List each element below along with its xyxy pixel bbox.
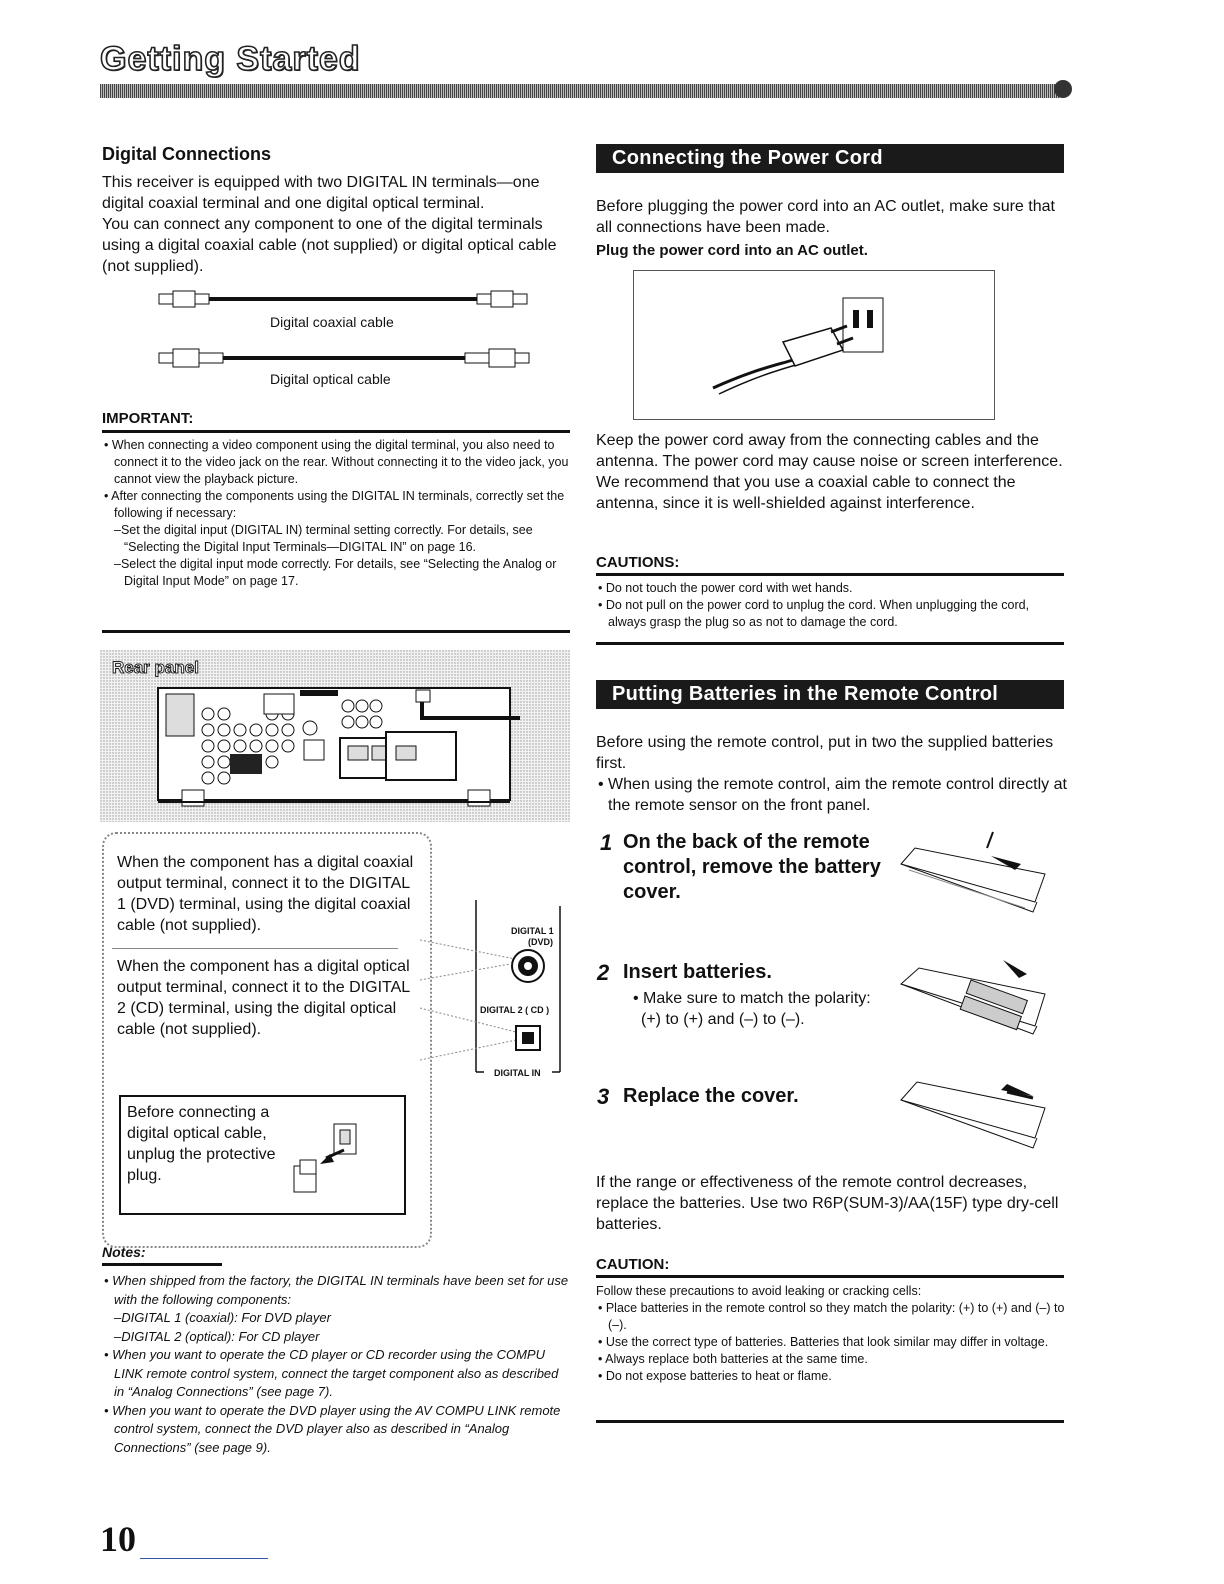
step-3-number: 3: [597, 1084, 610, 1109]
cautions-heading: CAUTIONS:: [596, 554, 680, 571]
power-cord-caution-paragraph: Keep the power cord away from the connecting cables and the antenna. The power cord may cause noise or screen interference. We recommend that you use a coaxial cable to connect the antenna, since it is well-shielded against interference.: [596, 432, 1063, 512]
battery-caution-bottom-rule: [596, 1420, 1064, 1423]
note-1: • When shipped from the factory, the DIGITAL IN terminals have been set for use with the following components:: [104, 1273, 569, 1307]
optical-cable-caption: Digital optical cable: [270, 371, 391, 387]
step-1-number: 1: [600, 830, 613, 855]
digital-intro-paragraph: This receiver is equipped with two DIGITAL IN terminals—one digital coaxial terminal and one digital optical terminal.: [102, 174, 540, 212]
callout-divider: [112, 948, 398, 949]
cautions-bottom-rule: [596, 642, 1064, 645]
batteries-section-bar: Putting Batteries in the Remote Control: [596, 680, 1064, 709]
remote-remove-cover-illustration: [895, 830, 1065, 920]
battery-caution-1: • Place batteries in the remote control so they match the polarity: (+) to (+) and (–) to (–).: [598, 1301, 1065, 1332]
power-cord-section-bar: Connecting the Power Cord: [596, 144, 1064, 173]
page-header-title: Getting Started: [100, 40, 361, 78]
power-intro-paragraph: Before plugging the power cord into an AC outlet, make sure that all connections have been made.: [596, 198, 1055, 236]
important-heading: IMPORTANT:: [102, 410, 194, 427]
important-list: [102, 437, 572, 590]
footer-rule: [140, 1558, 268, 1559]
caution-1: • Do not touch the power cord with wet hands.: [598, 581, 853, 595]
notes-heading: Notes:: [102, 1244, 146, 1260]
remote-insert-batteries-illustration: [895, 950, 1065, 1042]
coaxial-cable-caption: Digital coaxial cable: [270, 314, 394, 330]
step-1-text: On the back of the remote control, remove the battery cover.: [623, 831, 881, 903]
coaxial-callout-text: When the component has a digital coaxial output terminal, connect it to the DIGITAL 1 (DVD) terminal, using the digital coaxial cable (not supplied).: [117, 854, 414, 934]
note-1a: –DIGITAL 1 (coaxial): For DVD player: [114, 1310, 331, 1325]
optical-cable-illustration: [155, 347, 540, 369]
battery-caution-intro: Follow these precautions to avoid leaking or cracking cells:: [596, 1284, 922, 1298]
batteries-aim-bullet: • When using the remote control, aim the remote control directly at the remote sensor on the front panel.: [598, 776, 1067, 814]
digital-connections-heading: Digital Connections: [102, 144, 272, 164]
notes-rule: [102, 1263, 222, 1266]
important-dash-1: –Set the digital input (DIGITAL IN) terminal setting correctly. For details, see “Selecting the Digital Input Terminals—DIGITAL IN” on page 16.: [114, 523, 533, 554]
note-1b: –DIGITAL 2 (optical): For CD player: [114, 1328, 320, 1344]
step-3-text: Replace the cover.: [623, 1085, 799, 1107]
digital-in-label: DIGITAL IN: [494, 1068, 541, 1078]
important-dash-2: –Select the digital input mode correctly. For details, see “Selecting the Analog or Digital Input Mode” on page 17.: [114, 557, 557, 588]
cautions-list: [596, 580, 1066, 631]
battery-replacement-paragraph: If the range or effectiveness of the remote control decreases, replace the batteries. Use two R6P(SUM-3)/AA(15F) type dry-cell batteries.: [596, 1174, 1059, 1233]
power-plug-illustration: [633, 270, 995, 420]
remote-replace-cover-illustration: [895, 1066, 1065, 1156]
rear-panel-label: Rear panel: [112, 658, 199, 677]
optical-callout-text: When the component has a digital optical output terminal, connect it to the DIGITAL 2 (CD) terminal, using the digital optical cable (not supplied).: [117, 958, 410, 1038]
battery-caution-heading: CAUTION:: [596, 1256, 670, 1273]
battery-caution-list: [596, 1283, 1066, 1385]
cautions-top-rule: [596, 573, 1064, 576]
protective-plug-text: Before connecting a digital optical cable, unplug the protective plug.: [127, 1104, 276, 1184]
battery-caution-4: • Do not expose batteries to heat or flame.: [598, 1369, 832, 1383]
power-instruction: Plug the power cord into an AC outlet.: [596, 242, 868, 259]
header-rule: [100, 84, 1060, 98]
header-dot: [1054, 80, 1072, 98]
important-bullet-2: • After connecting the components using the DIGITAL IN terminals, correctly set the following if necessary:: [104, 489, 565, 520]
batteries-intro-paragraph: Before using the remote control, put in two the supplied batteries first.: [596, 734, 1054, 772]
step-2-text: Insert batteries.: [623, 961, 772, 983]
digital-2-label: DIGITAL 2 ( CD ): [480, 1005, 550, 1015]
protective-plug-icon: [286, 1118, 376, 1198]
digital-1-dvd-label: (DVD): [528, 937, 553, 947]
battery-caution-2: • Use the correct type of batteries. Batteries that look similar may differ in voltage.: [598, 1335, 1049, 1349]
step-2-number: 2: [597, 960, 610, 985]
page-number: 10: [100, 1519, 136, 1559]
digital-cable-paragraph: You can connect any component to one of the digital terminals using a digital coaxial cable (not supplied) or digital optical cable (not supplied).: [102, 216, 557, 275]
important-bottom-rule: [102, 630, 570, 633]
caution-2: • Do not pull on the power cord to unplug the cord. When unplugging the cord, always grasp the plug so as not to damage the cord.: [598, 598, 1030, 629]
note-3: • When you want to operate the DVD player using the AV COMPU LINK remote control system, connect the DVD player also as described in “Analog Connections” (see page 9).: [104, 1402, 561, 1455]
important-top-rule: [102, 430, 570, 433]
notes-list: [102, 1272, 572, 1457]
important-bullet-1: • When connecting a video component using the digital terminal, you also need to connect it to the video jack on the rear. Without connecting it to the video jack, you cannot view the playback picture.: [104, 438, 569, 486]
step-2-polarity-note: • Make sure to match the polarity: (+) to (+) and (–) to (–).: [633, 990, 871, 1028]
note-2: • When you want to operate the CD player or CD recorder using the COMPU LINK remote control system, connect the target component also as described in “Analog Connections” (see page 7).: [104, 1347, 559, 1399]
coaxial-cable-illustration: [155, 288, 540, 310]
battery-caution-top-rule: [596, 1275, 1064, 1278]
digital-1-label: DIGITAL 1: [511, 926, 554, 936]
battery-caution-3: • Always replace both batteries at the same time.: [598, 1352, 868, 1366]
